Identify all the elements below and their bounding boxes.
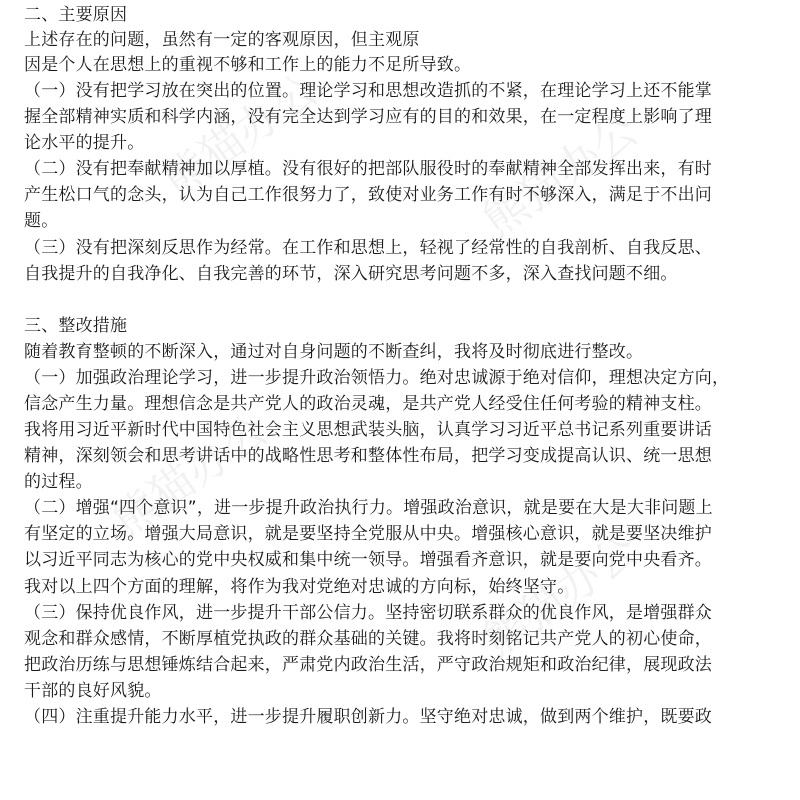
watermark: 熊猫办公 — [473, 104, 648, 248]
watermark: 熊猫办公 — [473, 524, 648, 668]
paragraph-line: （一）没有把学习放在突出的位置。理论学习和思想改造抓的不紧，在理论学习上还不能掌 — [24, 81, 712, 101]
paragraph-line: 论水平的提升。 — [24, 133, 145, 153]
paragraph-line: （三）没有把深刻反思作为经常。在工作和思想上，轻视了经常性的自我剖析、自我反思、 — [24, 238, 712, 258]
paragraph-line: 题。 — [24, 211, 59, 231]
paragraph-line: （一）加强政治理论学习，进一步提升政治领悟力。绝对忠诚源于绝对信仰，理想决定方向， — [24, 368, 730, 388]
paragraph-line: 观念和群众感情，不断厚植党执政的群众基础的关键。我将时刻铭记共产党人的初心使命， — [24, 629, 712, 649]
section-3-heading: 三、整改措施 — [24, 316, 128, 336]
paragraph-line: 我将用习近平新时代中国特色社会主义思想武装头脑，认真学习习近平总书记系列重要讲话 — [24, 420, 712, 440]
paragraph-line: （二）增强“四个意识”，进一步提升政治执行力。增强政治意识，就是要在大是大非问题上 — [24, 498, 713, 518]
paragraph-line: 有坚定的立场。增强大局意识，就是要坚持全党服从中央。增强核心意识，就是要坚决维护 — [24, 524, 712, 544]
paragraph-line: 把政治历练与思想锤炼结合起来，严肃党内政治生活，严守政治规矩和政治纪律，展现政法 — [24, 655, 712, 675]
paragraph-line: 的过程。 — [24, 472, 93, 492]
paragraph-line: 以习近平同志为核心的党中央权威和集中统一领导。增强看齐意识，就是要向党中央看齐。 — [24, 550, 712, 570]
paragraph-line: 上述存在的问题，虽然有一定的客观原因，但主观原 — [24, 30, 420, 50]
paragraph-line: 信念产生力量。理想信念是共产党人的政治灵魂，是共产党人经受住任何考验的精神支柱。 — [24, 394, 712, 414]
paragraph-line: （二）没有把奉献精神加以厚植。没有很好的把部队服役时的奉献精神全部发挥出来，有时 — [24, 159, 712, 179]
paragraph-line: 精神，深刻领会和思考讲话中的战略性思考和整体性布局，把学习变成提高认识、统一思想 — [24, 446, 712, 466]
paragraph-line: 因是个人在思想上的重视不够和工作上的能力不足所导致。 — [24, 55, 472, 75]
paragraph-line: 自我提升的自我净化、自我完善的环节，深入研究思考问题不多，深入查找问题不细。 — [24, 264, 678, 284]
paragraph-line: 握全部精神实质和科学内涵，没有完全达到学习应有的目的和效果，在一定程度上影响了理 — [24, 107, 712, 127]
section-2-heading: 二、主要原因 — [24, 5, 128, 25]
paragraph-line: （三）保持优良作风，进一步提升干部公信力。坚持密切联系群众的优良作风，是增强群众 — [24, 603, 712, 623]
watermark: 熊猫办公 — [103, 404, 278, 548]
paragraph-line: 干部的良好风貌。 — [24, 681, 162, 701]
paragraph-line: （四）注重提升能力水平，进一步提升履职创新力。坚守绝对忠诚，做到两个维护，既要政 — [24, 707, 712, 727]
watermark: 熊猫办公 — [153, 64, 328, 208]
paragraph-line: 随着教育整顿的不断深入，通过对自身问题的不断查纠，我将及时彻底进行整改。 — [24, 342, 644, 362]
paragraph-line: 我对以上四个方面的理解，将作为我对党绝对忠诚的方向标，始终坚守。 — [24, 577, 575, 597]
paragraph-line: 产生松口气的念头，认为自己工作很努力了，致使对业务工作有时不够深入，满足于不出问 — [24, 185, 712, 205]
